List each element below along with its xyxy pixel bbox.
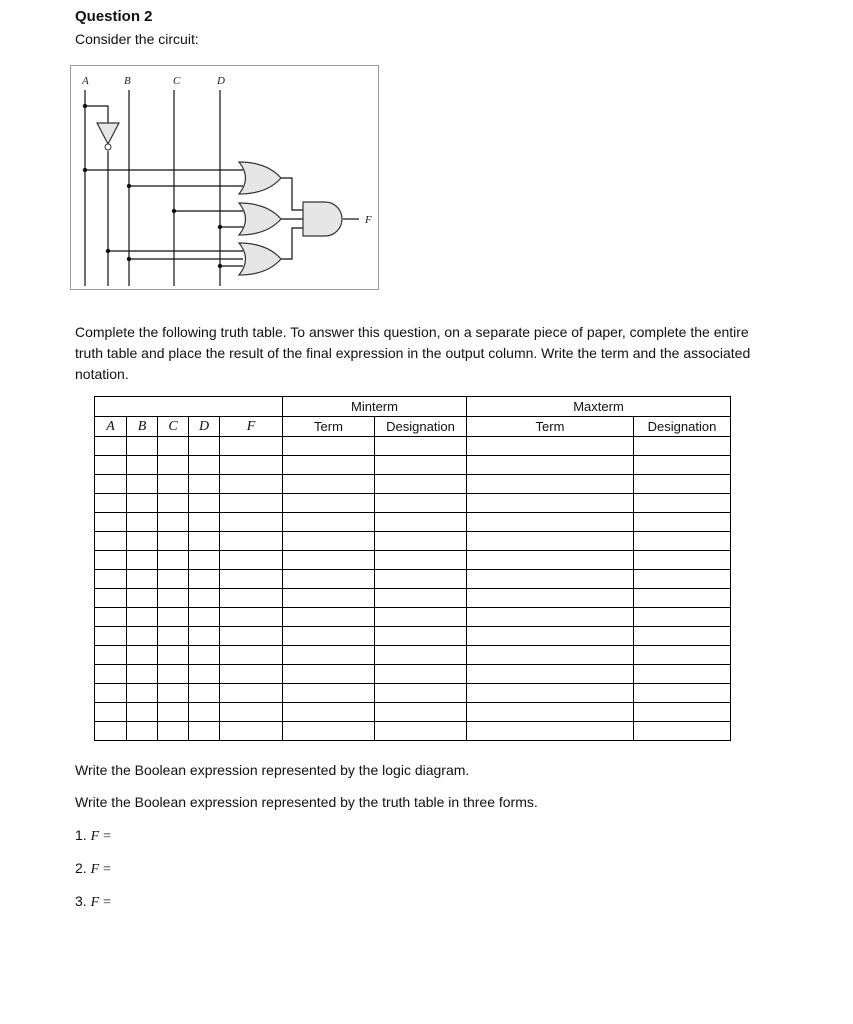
truth-table-cell — [220, 665, 283, 684]
truth-table-cell — [375, 570, 467, 589]
truth-table-row — [95, 437, 731, 456]
truth-table-cell — [220, 551, 283, 570]
truth-table-cell — [467, 608, 634, 627]
or-gate-3-icon — [239, 243, 281, 275]
truth-table-cell — [127, 456, 158, 475]
truth-table-cell — [127, 551, 158, 570]
truth-table-cell — [283, 627, 375, 646]
truth-table-cell — [283, 684, 375, 703]
header-maxterm: Maxterm — [467, 397, 731, 417]
truth-table-cell — [375, 532, 467, 551]
truth-table-cell — [189, 646, 220, 665]
truth-table-cell — [158, 570, 189, 589]
truth-table-cell — [220, 703, 283, 722]
truth-table-cell — [375, 551, 467, 570]
truth-table-row — [95, 589, 731, 608]
col-b: B — [127, 417, 158, 437]
truth-table-cell — [127, 703, 158, 722]
truth-table-cell — [95, 665, 127, 684]
truth-table-cell — [467, 665, 634, 684]
question-title: Question 2 — [75, 8, 153, 25]
header-minterm: Minterm — [283, 397, 467, 417]
truth-table-cell — [634, 551, 731, 570]
truth-table-cell — [375, 513, 467, 532]
truth-table-cell — [467, 627, 634, 646]
truth-table-row — [95, 456, 731, 475]
truth-table-cell — [95, 646, 127, 665]
truth-table-cell — [127, 722, 158, 741]
truth-table-cell — [283, 722, 375, 741]
truth-table-cell — [634, 627, 731, 646]
truth-table-cell — [634, 475, 731, 494]
truth-table-cell — [634, 456, 731, 475]
truth-table-cell — [634, 703, 731, 722]
output-label-f: F — [365, 214, 372, 226]
truth-table-cell — [158, 646, 189, 665]
truth-table-cell — [220, 722, 283, 741]
truth-table-cell — [127, 627, 158, 646]
truth-table-cell — [467, 513, 634, 532]
truth-table-cell — [467, 456, 634, 475]
truth-table-cell — [95, 608, 127, 627]
truth-table-row — [95, 722, 731, 741]
truth-table-cell — [127, 684, 158, 703]
truth-table-cell — [127, 570, 158, 589]
truth-table-cell — [634, 665, 731, 684]
truth-table-cell — [220, 475, 283, 494]
truth-table-cell — [220, 589, 283, 608]
truth-table-cell — [375, 456, 467, 475]
truth-table-cell — [189, 532, 220, 551]
truth-table-cell — [375, 646, 467, 665]
truth-table-cell — [467, 703, 634, 722]
header-blank — [95, 397, 283, 417]
truth-table-cell — [127, 513, 158, 532]
truth-table-cell — [189, 665, 220, 684]
truth-table-cell — [634, 532, 731, 551]
truth-table-cell — [467, 646, 634, 665]
truth-table-cell — [375, 703, 467, 722]
input-label-c: C — [173, 75, 181, 87]
truth-table-cell — [158, 494, 189, 513]
input-label-b: B — [124, 75, 131, 87]
input-label-a: A — [82, 75, 89, 87]
truth-table-cell — [467, 437, 634, 456]
col-minterm-designation: Designation — [375, 417, 467, 437]
logic-circuit-diagram — [70, 65, 379, 290]
truth-table-cell — [467, 475, 634, 494]
truth-table-cell — [158, 513, 189, 532]
truth-table-cell — [189, 570, 220, 589]
truth-table-cell — [189, 551, 220, 570]
truth-table-cell — [283, 475, 375, 494]
truth-table-cell — [283, 532, 375, 551]
truth-table-cell — [283, 570, 375, 589]
col-c: C — [158, 417, 189, 437]
truth-table-cell — [95, 684, 127, 703]
truth-table-cell — [220, 532, 283, 551]
truth-table-cell — [220, 684, 283, 703]
truth-table-cell — [158, 608, 189, 627]
truth-table-row — [95, 551, 731, 570]
truth-table-cell — [220, 456, 283, 475]
answer-line-1: 1. F = — [75, 827, 111, 844]
truth-table-cell — [189, 456, 220, 475]
truth-table-cell — [283, 494, 375, 513]
truth-table-cell — [95, 437, 127, 456]
truth-table-cell — [189, 684, 220, 703]
col-d: D — [189, 417, 220, 437]
truth-table-cell — [189, 589, 220, 608]
truth-table-cell — [283, 456, 375, 475]
truth-table-cell — [95, 494, 127, 513]
truth-table-cell — [127, 665, 158, 684]
or-gate-2-icon — [239, 203, 281, 235]
truth-table-cell — [220, 627, 283, 646]
truth-table-cell — [283, 608, 375, 627]
truth-table-cell — [634, 684, 731, 703]
truth-table-cell — [634, 494, 731, 513]
truth-table-cell — [189, 722, 220, 741]
truth-table-cell — [158, 589, 189, 608]
truth-table-cell — [220, 608, 283, 627]
truth-table-cell — [634, 722, 731, 741]
truth-table-cell — [158, 551, 189, 570]
truth-table-cell — [467, 551, 634, 570]
truth-table-cell — [634, 608, 731, 627]
col-maxterm-designation: Designation — [634, 417, 731, 437]
truth-table-cell — [283, 646, 375, 665]
truth-table-cell — [283, 437, 375, 456]
truth-table-row — [95, 570, 731, 589]
truth-table-cell — [220, 494, 283, 513]
and-gate-icon — [303, 202, 342, 236]
truth-table-cell — [467, 589, 634, 608]
instructions-paragraph: Complete the following truth table. To answer this question, on a separate piece of paper, complete the entire truth table and place the result of the final expression in the output column. Write the term and the associated notation. — [75, 324, 751, 382]
truth-table-cell — [158, 475, 189, 494]
truth-table-cell — [95, 703, 127, 722]
truth-table-cell — [634, 513, 731, 532]
truth-table-row — [95, 608, 731, 627]
truth-table-cell — [634, 589, 731, 608]
truth-table-cell — [158, 532, 189, 551]
truth-table-cell — [189, 627, 220, 646]
circuit-intro: Consider the circuit: — [75, 31, 199, 47]
truth-table-cell — [283, 551, 375, 570]
col-maxterm-term: Term — [467, 417, 634, 437]
or-gate-1-icon — [239, 162, 281, 194]
truth-table-cell — [375, 475, 467, 494]
answer-line-2: 2. F = — [75, 860, 111, 877]
not-gate-icon — [97, 123, 119, 144]
truth-table-cell — [127, 608, 158, 627]
truth-table-cell — [220, 646, 283, 665]
truth-table-cell — [95, 532, 127, 551]
answer-line-3: 3. F = — [75, 893, 111, 910]
truth-table-cell — [375, 722, 467, 741]
truth-table-row — [95, 627, 731, 646]
truth-table-cell — [634, 570, 731, 589]
truth-table-cell — [220, 570, 283, 589]
truth-table-cell — [375, 589, 467, 608]
input-label-d: D — [217, 75, 225, 87]
col-f: F — [220, 417, 283, 437]
truth-table-cell — [95, 551, 127, 570]
truth-table-cell — [283, 665, 375, 684]
truth-table-row — [95, 646, 731, 665]
truth-table-cell — [95, 456, 127, 475]
truth-table-cell — [375, 494, 467, 513]
truth-table-cell — [127, 532, 158, 551]
col-minterm-term: Term — [283, 417, 375, 437]
truth-table-cell — [95, 589, 127, 608]
truth-table-cell — [158, 684, 189, 703]
truth-table-cell — [158, 437, 189, 456]
col-a: A — [95, 417, 127, 437]
truth-table-row — [95, 513, 731, 532]
truth-table-cell — [467, 532, 634, 551]
truth-table-cell — [158, 665, 189, 684]
truth-table-cell — [189, 494, 220, 513]
truth-table-cell — [375, 608, 467, 627]
truth-table-row — [95, 494, 731, 513]
truth-table-cell — [467, 722, 634, 741]
truth-table-row — [95, 475, 731, 494]
truth-table — [94, 396, 731, 741]
truth-table-cell — [375, 437, 467, 456]
truth-table-cell — [95, 570, 127, 589]
truth-table-cell — [158, 722, 189, 741]
truth-table-cell — [634, 437, 731, 456]
truth-table-cell — [158, 703, 189, 722]
truth-table-cell — [375, 684, 467, 703]
truth-table-cell — [189, 608, 220, 627]
truth-table-cell — [127, 437, 158, 456]
truth-table-cell — [283, 589, 375, 608]
truth-table-cell — [95, 513, 127, 532]
truth-table-cell — [127, 494, 158, 513]
truth-table-cell — [127, 646, 158, 665]
truth-table-cell — [158, 456, 189, 475]
truth-table-cell — [634, 646, 731, 665]
truth-table-cell — [189, 513, 220, 532]
truth-table-cell — [375, 627, 467, 646]
truth-table-cell — [467, 684, 634, 703]
truth-table-cell — [189, 475, 220, 494]
truth-table-cell — [158, 627, 189, 646]
truth-table-cell — [220, 513, 283, 532]
truth-table-row — [95, 684, 731, 703]
truth-table-cell — [467, 494, 634, 513]
truth-table-row — [95, 532, 731, 551]
truth-table-cell — [127, 589, 158, 608]
truth-table-cell — [375, 665, 467, 684]
prompt-diagram-expression: Write the Boolean expression represented by the logic diagram. — [75, 762, 470, 778]
truth-table-cell — [220, 437, 283, 456]
truth-table-cell — [189, 437, 220, 456]
truth-table-cell — [95, 627, 127, 646]
truth-table-row — [95, 703, 731, 722]
truth-table-cell — [95, 722, 127, 741]
truth-table-cell — [467, 570, 634, 589]
truth-table-row — [95, 665, 731, 684]
prompt-truth-table-expression: Write the Boolean expression represented by the truth table in three forms. — [75, 794, 538, 810]
truth-table-cell — [95, 475, 127, 494]
truth-table-cell — [283, 703, 375, 722]
truth-table-cell — [189, 703, 220, 722]
truth-table-cell — [127, 475, 158, 494]
truth-table-cell — [283, 513, 375, 532]
